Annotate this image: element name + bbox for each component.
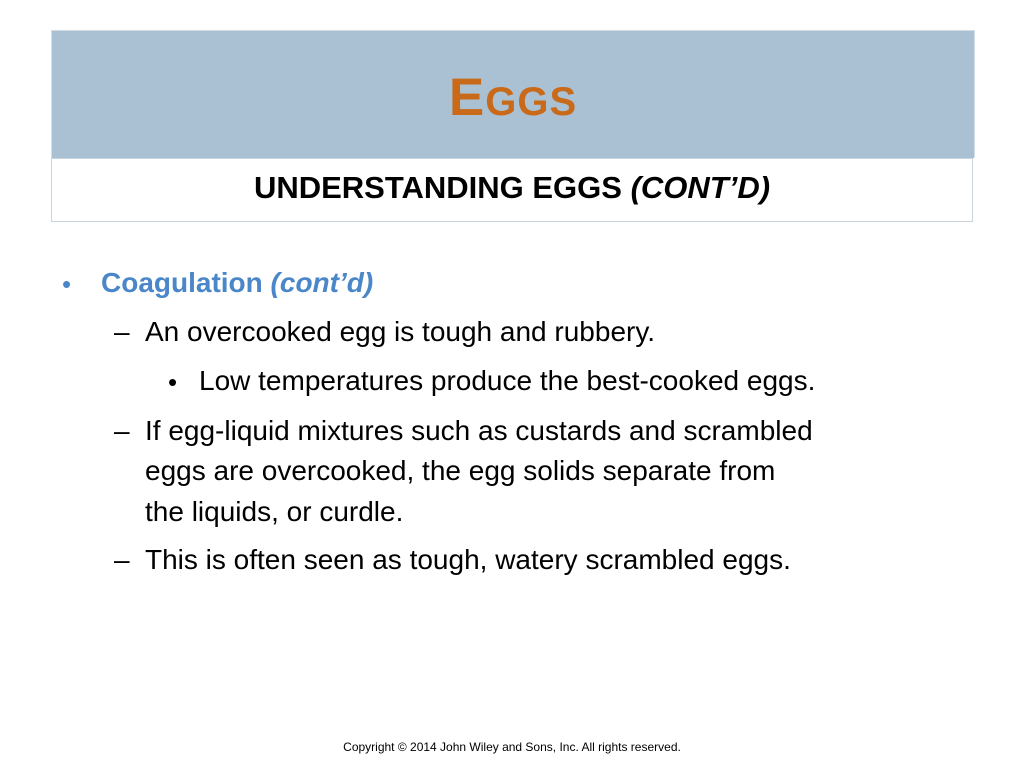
dash-marker: – xyxy=(114,544,130,575)
title-first-letter: E xyxy=(448,68,486,127)
sub-bullet-text: This is often seen as tough, watery scrambled eggs. xyxy=(145,544,791,575)
bullet-heading xyxy=(101,269,373,297)
sub-sub-bullet-text: Low temperatures produce the best-cooked eggs. xyxy=(199,365,816,396)
subtitle-italic: (CONT’D) xyxy=(630,170,771,205)
heading-italic: (cont’d) xyxy=(270,267,374,298)
sub-bullet-text-continued: eggs are overcooked, the egg solids separate from xyxy=(145,455,776,486)
sub-bullet-text: If egg-liquid mixtures such as custards and scrambled xyxy=(145,415,813,446)
subtitle-main: UNDERSTANDING EGGS xyxy=(253,170,631,205)
sub-bullet-text: An overcooked egg is tough and rubbery. xyxy=(145,316,656,347)
dash-marker: – xyxy=(114,316,130,347)
copyright-footer: Copyright © 2014 John Wiley and Sons, Inc. All rights reserved. xyxy=(343,740,681,754)
title-rest: GGS xyxy=(485,80,578,124)
dash-marker: – xyxy=(114,415,130,446)
bullet-marker: • xyxy=(168,367,178,397)
sub-bullet-text-continued: the liquids, or curdle. xyxy=(145,496,404,527)
bullet-marker: • xyxy=(62,269,72,299)
heading-main: Coagulation xyxy=(101,267,271,298)
